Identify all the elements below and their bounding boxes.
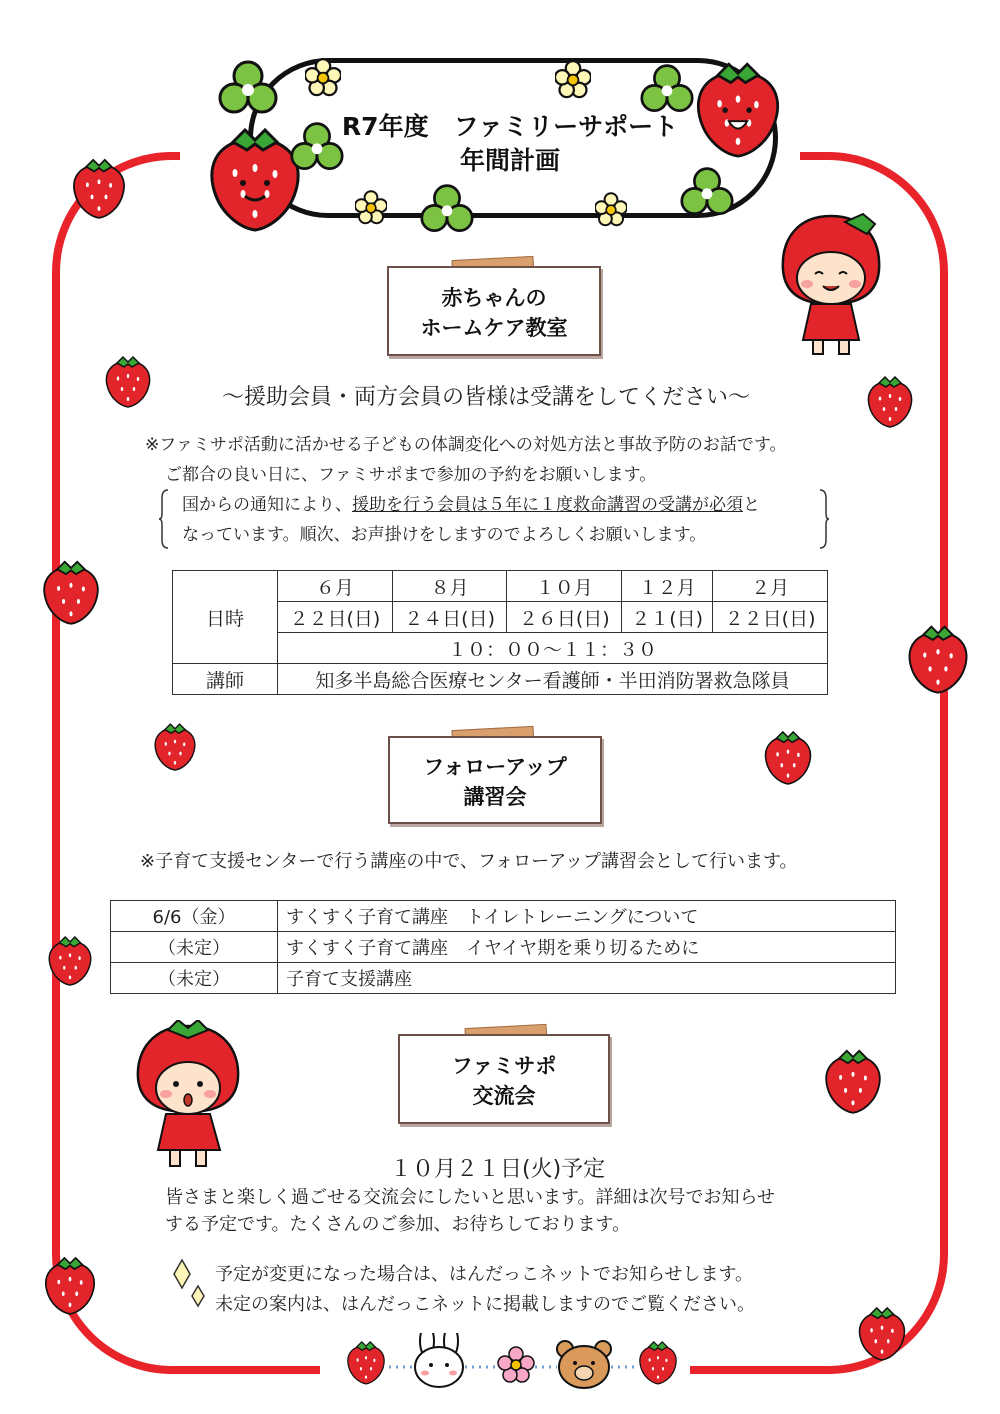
strawberry-icon: [40, 560, 102, 628]
left-brace: [158, 488, 170, 550]
section-heading-exchange: ファミサポ 交流会: [398, 1034, 610, 1124]
title-line-2: 年間計画: [459, 146, 560, 175]
followup-title: すくすく子育て講座 イヤイヤ期を乗り切るために: [278, 932, 896, 963]
day-cell: ２１(日): [622, 602, 713, 633]
footer-note-2: 未定の案内は、はんだっこネットに掲載しますのでご覧ください。: [215, 1294, 755, 1315]
exchange-desc-1: 皆さまと楽しく過ごせる交流会にしたいと思います。詳細は次号でお知らせ: [165, 1187, 776, 1208]
homecare-subtitle: ～援助会員・両方会員の皆様は受講をしてください～: [222, 385, 751, 410]
strawberry-icon: [70, 158, 128, 222]
month-cell: ２月: [713, 571, 828, 602]
strawberry-icon: [762, 728, 814, 790]
strawberry-icon: [103, 355, 153, 411]
sparkle-icon: [168, 1258, 208, 1308]
clover-icon: [640, 62, 694, 116]
followup-note: ※子育て支援センターで行う講座の中で、フォローアップ講習会として行います。: [140, 851, 798, 872]
bunny-icon: [415, 1333, 463, 1387]
followup-date: 6/6（金）: [111, 901, 278, 932]
exchange-desc-2: する予定です。たくさんのご参加、お待ちしております。: [165, 1214, 631, 1235]
flower-icon: [595, 192, 627, 228]
day-cell: ２４日(日): [392, 602, 507, 633]
table-row: [111, 901, 896, 932]
homecare-schedule-table: [172, 570, 828, 695]
strawberry-boy-illustration: [130, 1020, 248, 1175]
clover-icon: [218, 58, 278, 118]
flower-icon: [555, 60, 591, 100]
flower-icon: [355, 190, 387, 226]
strawberry-icon: [905, 625, 971, 697]
strawberry-icon: [152, 722, 198, 774]
title-line-1: R7年度 ファミリーサポート: [341, 112, 679, 141]
lecturer-label-cell: 講師: [173, 664, 278, 695]
table-row: [111, 932, 896, 963]
homecare-note-1: ※ファミサポ活動に活かせる子どもの体調変化への対処方法と事故予防のお話です。: [145, 435, 787, 455]
date-label-cell: 日時: [173, 571, 278, 664]
bear-icon: [557, 1341, 611, 1388]
month-cell: ６月: [278, 571, 393, 602]
day-cell: ２２日(日): [713, 602, 828, 633]
lecturer-cell: 知多半島総合医療センター看護師・半田消防署救急隊員: [278, 664, 828, 695]
footer-note-1: 予定が変更になった場合は、はんだっこネットでお知らせします。: [215, 1264, 754, 1285]
day-cell: ２２日(日): [278, 602, 393, 633]
strawberry-icon: [865, 375, 915, 431]
strawberry-girl-illustration: [775, 212, 887, 362]
followup-title: すくすく子育て講座 トイレトレーニングについて: [278, 901, 896, 932]
month-cell: １０月: [507, 571, 622, 602]
section-heading-homecare: 赤ちゃんの ホームケア教室: [387, 266, 601, 356]
followup-table: [110, 900, 896, 994]
exchange-date: １０月２１日(火)予定: [390, 1157, 606, 1182]
day-cell: ２６日(日): [507, 602, 622, 633]
followup-date: （未定）: [111, 963, 278, 994]
homecare-note-2: ご都合の良い日に、ファミサポまで参加の予約をお願いします。: [165, 465, 657, 485]
flower-icon: [305, 58, 341, 98]
time-cell: １０：００～１１：３０: [278, 633, 828, 664]
page-title: [300, 110, 720, 178]
strawberry-icon: [46, 935, 94, 989]
table-row: [111, 963, 896, 994]
strawberry-icon: [692, 62, 784, 162]
month-cell: １２月: [622, 571, 713, 602]
notice-line-1: 国からの通知により、援助を行う会員は５年に１度救命講習の受講が必須と: [182, 495, 760, 515]
section-heading-followup: フォローアップ 講習会: [388, 736, 602, 824]
notice-line-2: なっています。順次、お声掛けをしますのでよろしくお願いします。: [182, 525, 707, 545]
strawberry-icon: [42, 1255, 98, 1319]
followup-date: （未定）: [111, 932, 278, 963]
clover-icon: [420, 182, 474, 236]
right-brace: [818, 488, 830, 550]
followup-title: 子育て支援講座: [278, 963, 896, 994]
month-cell: ８月: [392, 571, 507, 602]
strawberry-icon: [856, 1305, 908, 1365]
bottom-decoration: [335, 1333, 685, 1393]
clover-icon: [680, 165, 734, 219]
strawberry-icon: [822, 1048, 884, 1118]
required-training-notice: 援助を行う会員は５年に１度救命講習の受講が必須: [352, 495, 743, 515]
clover-icon: [290, 120, 344, 174]
flower-icon: [498, 1347, 534, 1382]
